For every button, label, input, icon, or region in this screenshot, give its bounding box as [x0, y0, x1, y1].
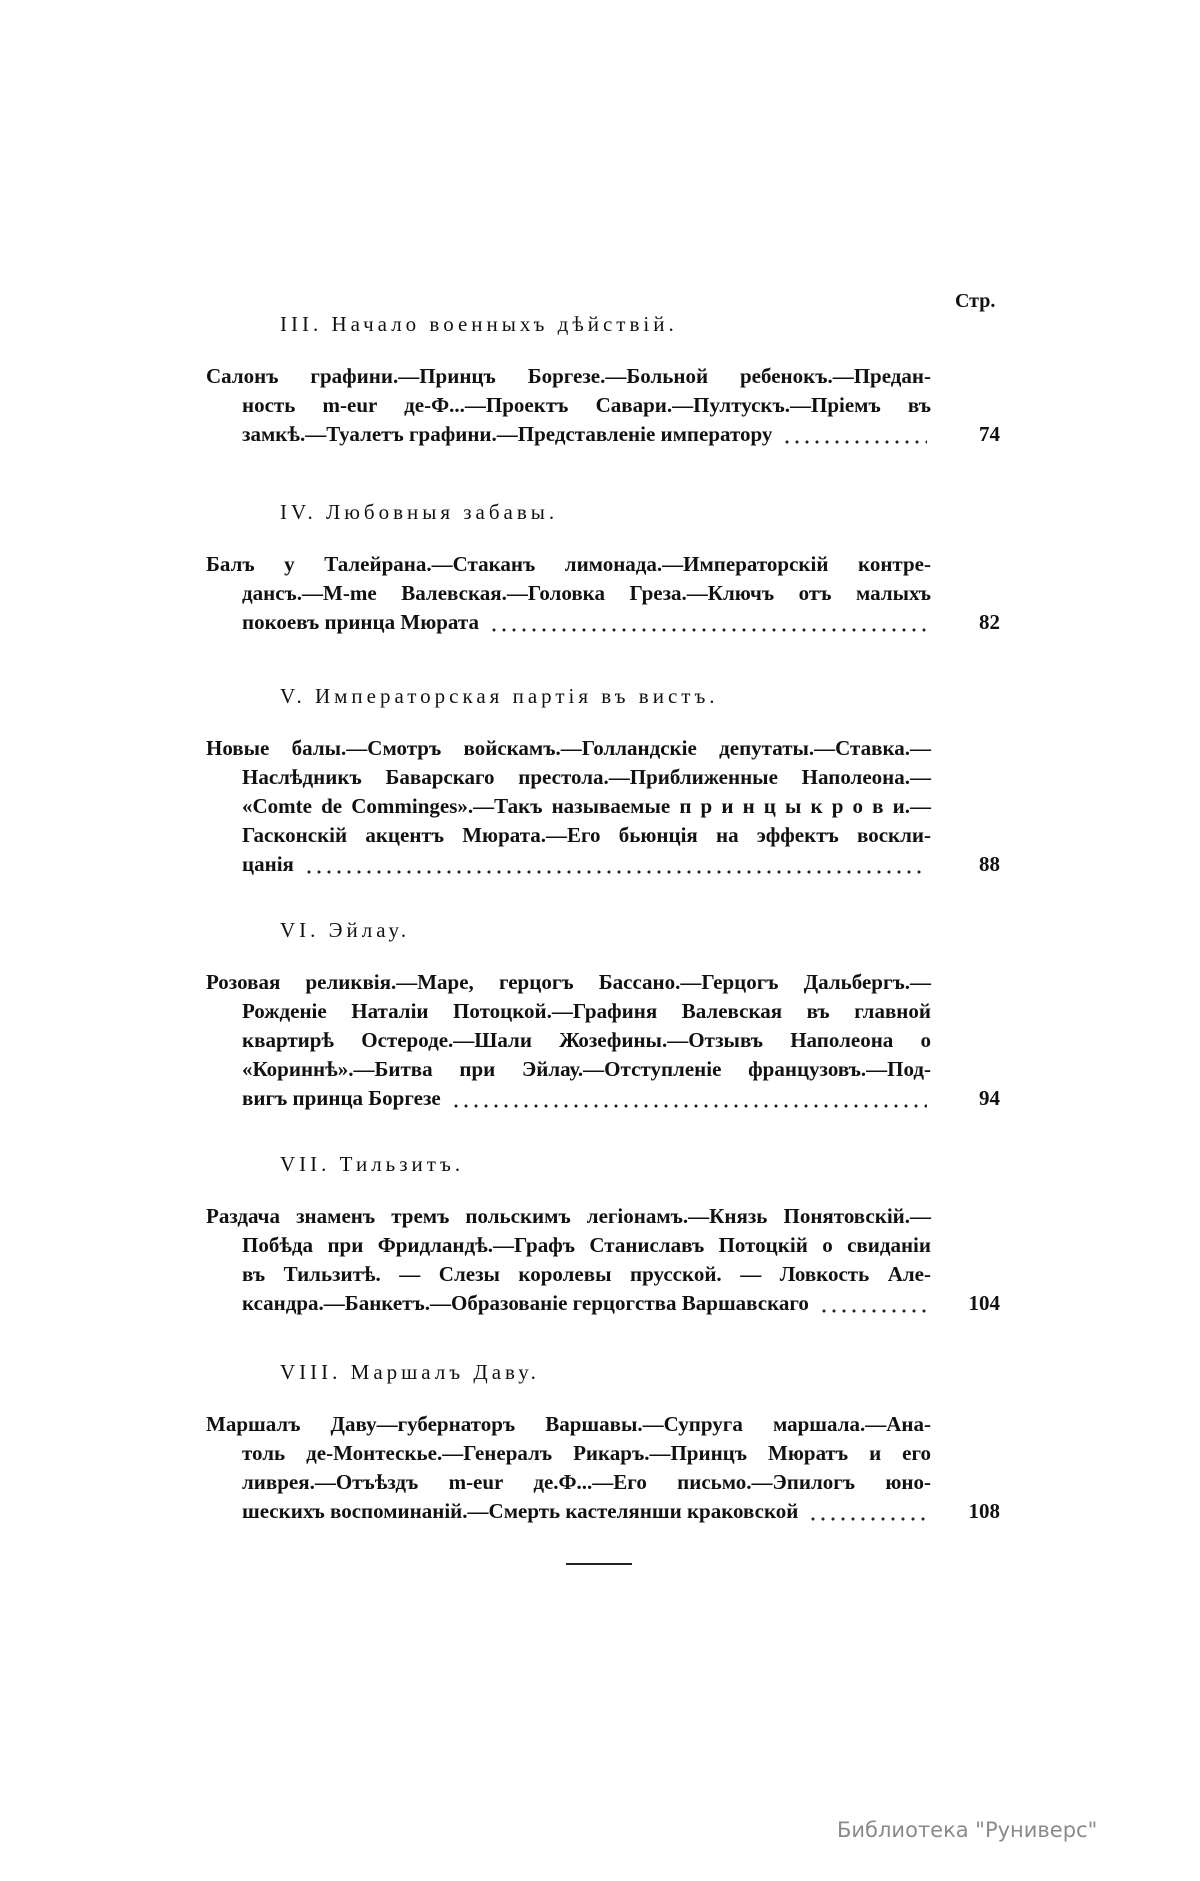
summary-line-text: цанія: [242, 852, 294, 876]
closing-rule-divider: [566, 1563, 632, 1565]
summary-line: [242, 763, 931, 792]
page-number: 94: [979, 1086, 1000, 1110]
summary-line-text: Гасконскій акцентъ Мюрата.—Его бьюнція на эффектъ воскли-: [242, 823, 931, 847]
summary-line: [242, 1468, 931, 1497]
page-number: 82: [979, 610, 1000, 634]
summary-line: [206, 734, 931, 763]
summary-line: [242, 997, 931, 1026]
page-number: 74: [979, 422, 1000, 446]
summary-line: [242, 1439, 931, 1468]
summary-line: [242, 1231, 931, 1260]
chapter-summary: [0, 362, 1200, 449]
chapter-heading: VIII. Маршалъ Даву.: [280, 1360, 540, 1384]
summary-line: [206, 550, 931, 579]
summary-line-text: Раздача знаменъ тремъ польскимъ легіонамъ.—Князь Понятовскій.—: [206, 1204, 931, 1228]
summary-line: [206, 968, 931, 997]
page-number: 108: [968, 1499, 1000, 1523]
page-number: 88: [979, 852, 1000, 876]
summary-line-text: толь де-Монтескье.—Генералъ Рикаръ.—Принцъ Мюратъ и его: [242, 1441, 931, 1465]
summary-line-text: шескихъ воспоминаній.—Смерть кастелянши краковской: [242, 1499, 799, 1523]
summary-line-text: Маршалъ Даву—губернаторъ Варшавы.—Супруга маршала.—Ана-: [206, 1412, 931, 1436]
summary-line: [242, 1260, 931, 1289]
chapter-summary: [0, 1410, 1200, 1526]
chapter-heading: VII. Тильзитъ.: [280, 1152, 465, 1176]
summary-line-text: Розовая реликвія.—Маре, герцогъ Бассано.—Герцогъ Дальбергъ.—: [206, 970, 931, 994]
summary-line: [242, 850, 1000, 879]
summary-line: [242, 608, 1000, 637]
chapter-summary: [0, 1202, 1200, 1318]
summary-line-text: вигъ принца Боргезе: [242, 1086, 441, 1110]
chapter-summary: [0, 550, 1200, 637]
chapter-heading: IV. Любовныя забавы.: [280, 500, 559, 524]
summary-line: [242, 821, 931, 850]
chapter-heading: VI. Эйлау.: [280, 918, 411, 942]
chapter-heading: III. Начало военныхъ дѣйствій.: [280, 312, 678, 336]
dot-leader: [451, 1084, 927, 1113]
summary-line-text: квартирѣ Остероде.—Шали Жозефины.—Отзывъ Наполеона о: [242, 1028, 931, 1052]
summary-line-text: покоевъ принца Мюрата: [242, 610, 479, 634]
library-watermark: Библиотека "Руниверс": [837, 1818, 1098, 1842]
summary-line-text: Побѣда при Фридландѣ.—Графъ Станиславъ Потоцкій о свиданіи: [242, 1233, 931, 1257]
summary-line: [206, 1202, 931, 1231]
chapter-heading: V. Императорская партія въ вистъ.: [280, 684, 719, 708]
summary-line-text: «Comte de Comminges».—Такъ называемые п р и н ц ы к р о в и.—: [242, 794, 931, 818]
dot-leader: [489, 608, 927, 637]
chapter-summary: [0, 734, 1200, 879]
summary-line-text: замкѣ.—Туалетъ графини.—Представленіе императору: [242, 422, 773, 446]
summary-line-text: дансъ.—M-me Валевская.—Головка Греза.—Ключъ отъ малыхъ: [242, 581, 931, 605]
summary-line: [242, 1026, 931, 1055]
summary-line-text: Рожденіе Наталіи Потоцкой.—Графиня Валевская въ главной: [242, 999, 931, 1023]
summary-line-text: Наслѣдникъ Баварскаго престола.—Приближенные Наполеона.—: [242, 765, 931, 789]
dot-leader: [808, 1497, 927, 1526]
dot-leader: [819, 1289, 927, 1318]
summary-line: [242, 792, 931, 821]
dot-leader: [782, 420, 927, 449]
summary-line: [242, 1055, 931, 1084]
summary-line: [206, 1410, 931, 1439]
summary-line-text: въ Тильзитѣ. — Слезы королевы прусской. — Ловкость Але-: [242, 1262, 931, 1286]
dot-leader: [304, 850, 927, 879]
summary-line: [242, 1497, 1000, 1526]
summary-line-text: «Кориннѣ».—Битва при Эйлау.—Отступленіе французовъ.—Под-: [242, 1057, 931, 1081]
summary-line: [242, 1289, 1000, 1318]
summary-line: [242, 420, 1000, 449]
summary-line-text: Салонъ графини.—Принцъ Боргезе.—Больной ребенокъ.—Предан-: [206, 364, 931, 388]
page-number: 104: [968, 1291, 1000, 1315]
summary-line-text: Балъ у Талейрана.—Стаканъ лимонада.—Императорскій контре-: [206, 552, 931, 576]
summary-line-text: Новые балы.—Смотръ войскамъ.—Голландскіе депутаты.—Ставка.—: [206, 736, 931, 760]
summary-line: [242, 391, 931, 420]
summary-line: [242, 1084, 1000, 1113]
summary-line: [242, 579, 931, 608]
summary-line: [206, 362, 931, 391]
page-column-label: Стр.: [955, 290, 996, 312]
summary-line-text: ливрея.—Отъѣздъ m-eur де.Ф...—Его письмо.—Эпилогъ юно-: [242, 1470, 931, 1494]
summary-line-text: ность m-eur де-Ф...—Проектъ Савари.—Пултускъ.—Пріемъ въ: [242, 393, 931, 417]
chapter-summary: [0, 968, 1200, 1113]
summary-line-text: ксандра.—Банкетъ.—Образованіе герцогства Варшавскаго: [242, 1291, 809, 1315]
